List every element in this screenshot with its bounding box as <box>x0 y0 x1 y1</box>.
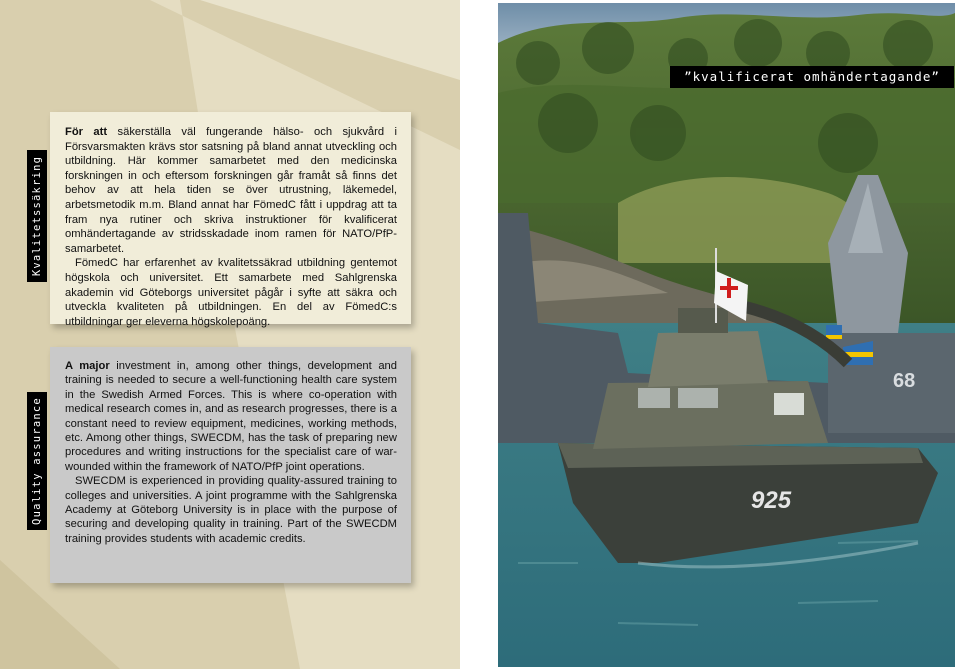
swedish-paragraph-2: FömedC har erfarenhet av kvalitetssäkrad utbildning gentemot högskola och universitet. Ett samarbete med Sahlgrenska akademin vid Göteborgs universitet pågår i syfte att säkra och utveckla kvaliteten på utbildningen. En del av FömedC:s utbildningar ger eleverna högskolepoäng. <box>65 257 397 328</box>
swedish-text-card <box>50 112 411 328</box>
swedish-section-tab-label: Kvalitetssäkring <box>31 155 43 277</box>
pull-quote: ”kvalificerat omhändertagande” <box>670 66 954 88</box>
boat-hull-number: 925 <box>751 487 792 514</box>
swedish-paragraph-1 <box>65 125 397 256</box>
english-section-tab-label: Quality assurance <box>31 397 43 525</box>
english-paragraph-2: SWECDM is experienced in providing quality-assured training to colleges and universities. A joint programme with the Sahlgrenska Academy at Göteborg University is in place with the purpose of securing and developing quality in training. Part of the SWECDM training provides students with academic credits. <box>65 475 397 545</box>
english-paragraph-1 <box>65 359 397 474</box>
english-lead-words: A major <box>65 360 110 372</box>
english-paragraph-1-text: investment in, among other things, development and training is needed to secure a well-functioning health care system in the Swedish Armed Forces. This is where co-operation with medical research comes in, and as research progresses, there is a constant need to review equipment, medicines, working methods, etc. Among other things, SWECDM, has the task of preparing new procedures and writing instructions for the specialist care of war-wounded within the framework of NATO/PfP joint operations. <box>65 360 397 473</box>
english-section-tab <box>27 392 47 530</box>
combat-boat-photo <box>498 3 955 667</box>
swedish-section-tab <box>27 150 47 282</box>
english-text-card <box>50 347 411 583</box>
ship-hull-number: 68 <box>893 370 916 392</box>
swedish-lead-words: För att <box>65 126 108 138</box>
swedish-paragraph-1-text: säkerställa väl fungerande hälso- och sjukvård i Försvarsmakten krävs stor satsning på bland annat utveckling och utbildning. Här kommer samarbetet med den medicinska forskningen in och eftersom forskningen går framåt så finns det behov av att hela tiden se över utrustning, läkemedel, arbetsmetodik m.m. Bland annat har FömedC fått i uppdrag att ta fram nya rutiner och skriva instruktioner för kvalificerat omhändertagande av stridsskadade inom ramen för NATO/PfP-samarbetet. <box>65 126 397 255</box>
